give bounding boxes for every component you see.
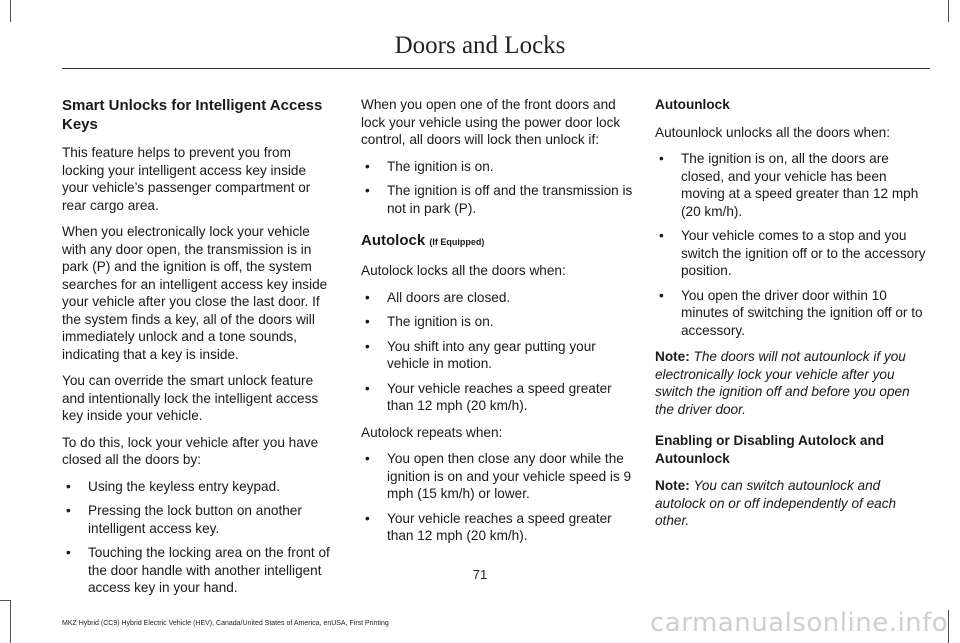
footer-printing-info: MKZ Hybrid (CC9) Hybrid Electric Vehicle (HEV), Canada/United States of America, enUSA, First Printing [62, 620, 389, 627]
note-label: Note: [655, 478, 690, 493]
section-heading-autolock [361, 231, 635, 252]
paragraph: When you open one of the front doors and lock your vehicle using the power door lock control, all doors will lock then unlock if: [361, 97, 621, 147]
list-item: • You open the driver door within 10 minutes of switching the ignition off or to accessory. [655, 287, 930, 340]
list-item: • Your vehicle comes to a stop and you switch the ignition off or to the accessory position. [655, 227, 930, 280]
page-number: 71 [472, 567, 488, 582]
paragraph: You can override the smart unlock feature and intentionally lock the intelligent access key inside your vehicle. [62, 373, 319, 423]
list-item: • The ignition is on, all the doors are closed, and your vehicle has been moving at a speed greater than 12 mph (20 km/h). [655, 150, 930, 220]
list-item: • Your vehicle reaches a speed greater than 12 mph (20 km/h). [361, 510, 635, 545]
list-item: • You shift into any gear putting your vehicle in motion. [361, 338, 635, 373]
paragraph: This feature helps to prevent you from locking your intelligent access key inside your vehicle’s passenger compartment or rear cargo area. [62, 145, 311, 213]
list-item: • All doors are closed. [361, 289, 635, 307]
bullet-list [361, 289, 635, 415]
list-item: • The ignition is off and the transmission is not in park (P). [361, 182, 635, 217]
paragraph: To do this, lock your vehicle after you have closed all the doors by: [62, 434, 319, 467]
heading-text: Autolock [361, 232, 426, 249]
crop-mark-top-right [948, 0, 949, 22]
bullet-list [361, 158, 635, 218]
crop-mark-bottom-left-h [0, 600, 11, 601]
list-item: • The ignition is on. [361, 313, 635, 331]
column-right [655, 96, 930, 539]
if-equipped-tag: (If Equipped) [429, 237, 485, 247]
list-item: • Pressing the lock button on another intelligent access key. [62, 502, 336, 537]
watermark: carmanualsonline.info [650, 608, 949, 638]
header-rule [62, 68, 930, 69]
column-left [62, 96, 336, 606]
page-header-title: Doors and Locks [394, 32, 566, 59]
section-heading-smart-unlocks: Smart Unlocks for Intelligent Access Keys [62, 97, 323, 133]
list-item: • Your vehicle reaches a speed greater than 12 mph (20 km/h). [361, 380, 635, 415]
note-label: Note: [655, 349, 690, 364]
list-item: • Touching the locking area on the front of the door handle with another intelligent access key in your hand. [62, 544, 336, 597]
list-item: • You open then close any door while the ignition is on and your vehicle speed is 9 mph (15 km/h) or lower. [361, 450, 635, 503]
note [655, 348, 930, 418]
section-heading-enabling-disabling: Enabling or Disabling Autolock and Autounlock [655, 433, 885, 466]
crop-mark-top-left [10, 0, 11, 22]
note-text: The doors will not autounlock if you electronically lock your vehicle after you switch the ignition off and before you open the driver door. [655, 349, 910, 417]
note-text: You can switch autounlock and autolock on or off independently of each other. [655, 478, 897, 528]
paragraph: When you electronically lock your vehicle with any door open, the transmission is in park (P) and the ignition is off, the system searches for an intelligent access key inside your vehicle after you close the last door. If the system finds a key, all of the doors will immediately unlock and a tone sounds, indicating that a key is inside. [62, 224, 328, 362]
crop-mark-bottom-left-v [10, 600, 11, 643]
paragraph: Autounlock unlocks all the doors when: [655, 124, 891, 140]
list-item: • Using the keyless entry keypad. [62, 478, 336, 496]
paragraph: Autolock repeats when: [361, 424, 503, 440]
bullet-list [361, 450, 635, 545]
bullet-list [655, 150, 930, 339]
list-item: • The ignition is on. [361, 158, 635, 176]
section-heading-autounlock: Autounlock [655, 97, 730, 112]
column-middle [361, 96, 635, 554]
note [655, 477, 930, 530]
paragraph: Autolock locks all the doors when: [361, 263, 566, 278]
